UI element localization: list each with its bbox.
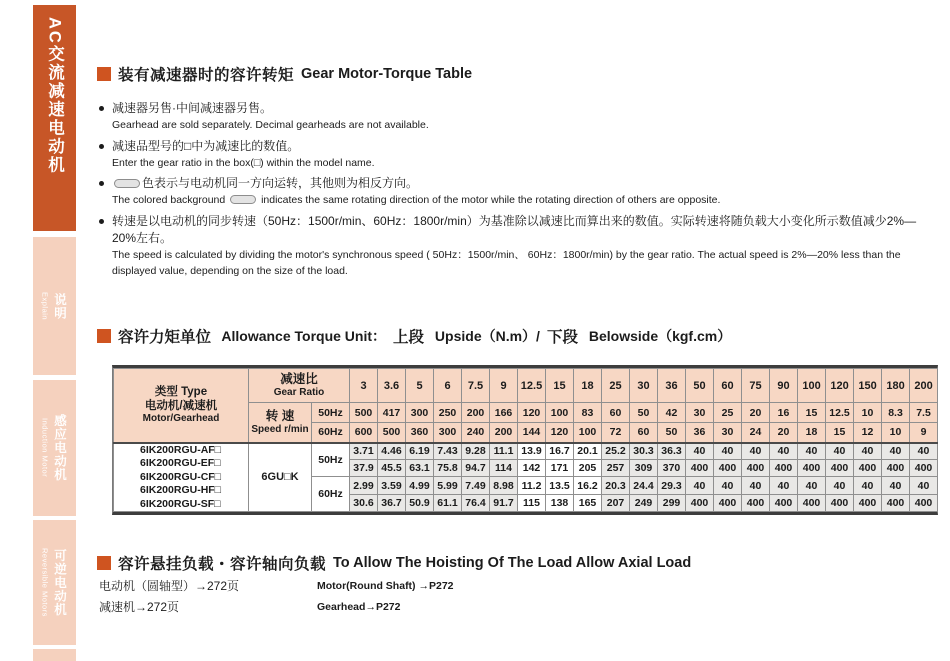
torque-kgfcm-cell-60hz: 400 xyxy=(686,495,714,512)
hoist-link-row xyxy=(99,596,454,617)
torque-kgfcm-cell-50hz: 94.7 xyxy=(462,460,490,477)
torque-nm-cell-50hz: 40 xyxy=(826,443,854,460)
torque-nm-cell-60hz: 11.2 xyxy=(518,477,546,495)
torque-nm-cell-60hz: 3.59 xyxy=(378,477,406,495)
speed-cell-60hz: 300 xyxy=(434,423,462,443)
speed-cell-50hz: 16 xyxy=(770,403,798,423)
gearhead-cell: 6GU□K xyxy=(249,443,312,512)
speed-cell-50hz: 120 xyxy=(518,403,546,423)
torque-kgfcm-cell-60hz: 249 xyxy=(630,495,658,512)
sidebar-tab-partial xyxy=(33,649,76,661)
torque-kgfcm-cell-50hz: 400 xyxy=(826,460,854,477)
torque-nm-cell-60hz: 2.99 xyxy=(350,477,378,495)
sidebar-tab-3 xyxy=(33,520,76,645)
speed-label-en: Speed r/min xyxy=(251,423,309,435)
bullet-dot-icon xyxy=(99,181,104,186)
speed-header-cell xyxy=(249,403,312,443)
torque-kgfcm-cell-50hz: 400 xyxy=(798,460,826,477)
speed-cell-50hz: 12.5 xyxy=(826,403,854,423)
torque-kgfcm-cell-50hz: 205 xyxy=(574,460,602,477)
torque-kgfcm-cell-60hz: 400 xyxy=(826,495,854,512)
torque-nm-cell-60hz: 40 xyxy=(882,477,910,495)
torque-kgfcm-cell-50hz: 400 xyxy=(742,460,770,477)
torque-kgfcm-cell-60hz: 400 xyxy=(882,495,910,512)
ratio-header-cell: 60 xyxy=(714,369,742,403)
section-title-hoist xyxy=(97,552,691,574)
ratio-header-cell: 180 xyxy=(882,369,910,403)
speed-cell-50hz: 15 xyxy=(798,403,826,423)
torque-nm-cell-50hz: 40 xyxy=(686,443,714,460)
speed-cell-60hz: 72 xyxy=(602,423,630,443)
speed-cell-60hz: 240 xyxy=(462,423,490,443)
torque-nm-cell-50hz: 13.9 xyxy=(518,443,546,460)
torque-kgfcm-cell-50hz: 114 xyxy=(490,460,518,477)
type-header-line: 电动机/减速机 xyxy=(144,400,218,413)
bullet-zh: 转速是以电动机的同步转速（50Hz：1500r/min、60Hz：1800r/min）为基准除以减速比而算出来的数值。实际转速将随负载大小变化所示数值减少2%—20%左右。 xyxy=(112,213,917,245)
torque-kgfcm-cell-60hz: 400 xyxy=(742,495,770,512)
torque-nm-cell-50hz: 4.46 xyxy=(378,443,406,460)
motor-models-cell xyxy=(114,443,249,512)
ratio-header-cell: 3 xyxy=(350,369,378,403)
speed-cell-50hz: 166 xyxy=(490,403,518,423)
torque-kgfcm-cell-60hz: 400 xyxy=(770,495,798,512)
speed-cell-60hz: 600 xyxy=(350,423,378,443)
torque-nm-cell-60hz: 40 xyxy=(798,477,826,495)
bullet-item xyxy=(99,138,923,172)
torque-nm-cell-50hz: 20.1 xyxy=(574,443,602,460)
torque-kgfcm-cell-50hz: 171 xyxy=(546,460,574,477)
bullet-dot-icon xyxy=(99,144,104,149)
orange-square-icon xyxy=(97,329,111,343)
ratio-header-cell: 150 xyxy=(854,369,882,403)
speed-cell-60hz: 120 xyxy=(546,423,574,443)
sidebar-product-family-label: AC交流减速电动机 xyxy=(45,17,64,175)
type-header-line: 类型 Type xyxy=(154,386,208,399)
sidebar-tab-label-en: Explain xyxy=(40,291,50,321)
speed-cell-50hz: 42 xyxy=(658,403,686,423)
section-title-torque-zh: 装有减速器时的容许转矩 xyxy=(118,67,295,84)
torque-nm-cell-60hz: 24.4 xyxy=(630,477,658,495)
ratio-header-cell: 7.5 xyxy=(462,369,490,403)
ratio-header-cell: 120 xyxy=(826,369,854,403)
torque-table-body xyxy=(114,443,938,512)
speed-cell-50hz: 83 xyxy=(574,403,602,423)
torque-kgfcm-cell-60hz: 400 xyxy=(798,495,826,512)
sidebar-product-family xyxy=(33,5,76,231)
speed-cell-50hz: 200 xyxy=(462,403,490,423)
torque-nm-cell-50hz: 36.3 xyxy=(658,443,686,460)
bullet-zh: 减速品型号的□中为减速比的数值。 xyxy=(112,138,300,153)
torque-kgfcm-cell-50hz: 63.1 xyxy=(406,460,434,477)
speed-cell-50hz: 8.3 xyxy=(882,403,910,423)
torque-kgfcm-cell-60hz: 207 xyxy=(602,495,630,512)
torque-nm-cell-50hz: 11.1 xyxy=(490,443,518,460)
speed-cell-60hz: 15 xyxy=(826,423,854,443)
torque-nm-cell-60hz: 7.49 xyxy=(462,477,490,495)
torque-kgfcm-cell-50hz: 37.9 xyxy=(350,460,378,477)
unit-title-part-zh-1: 容许力矩单位 xyxy=(118,329,212,346)
torque-nm-cell-50hz: 9.28 xyxy=(462,443,490,460)
torque-nm-cell-60hz: 20.3 xyxy=(602,477,630,495)
ratio-header-cell: 6 xyxy=(434,369,462,403)
sidebar-tab-label-zh: 说明 xyxy=(52,292,67,320)
bullet-en: Gearhead are sold separately. Decimal gearheads are not available. xyxy=(112,119,429,131)
torque-kgfcm-cell-50hz: 400 xyxy=(686,460,714,477)
speed-cell-60hz: 144 xyxy=(518,423,546,443)
section-title-hoist-zh: 容许悬挂负载・容许轴向负载 xyxy=(118,556,327,573)
torque-nm-cell-60hz: 40 xyxy=(686,477,714,495)
unit-title-part-zh-2: 上段 xyxy=(393,329,425,346)
ratio-header-cell: 25 xyxy=(602,369,630,403)
bullet-text xyxy=(112,138,375,172)
motor-model: 6IK200RGU-EF□ xyxy=(140,457,221,470)
torque-nm-cell-50hz: 40 xyxy=(882,443,910,460)
bullet-text xyxy=(112,175,720,209)
unit-title-part-en-2: Upside（N.m）/ xyxy=(431,328,540,344)
torque-kgfcm-cell-60hz: 30.6 xyxy=(350,495,378,512)
torque-kgfcm-cell-50hz: 400 xyxy=(770,460,798,477)
motor-model: 6IK200RGU-AF□ xyxy=(140,443,222,456)
torque-nm-cell-60hz: 40 xyxy=(910,477,938,495)
speed-cell-60hz: 60 xyxy=(630,423,658,443)
bullet-list xyxy=(99,100,923,284)
torque-kgfcm-cell-50hz: 75.8 xyxy=(434,460,462,477)
bullet-item xyxy=(99,213,923,280)
ratio-header-cell: 200 xyxy=(910,369,938,403)
hz-cell-60: 60Hz xyxy=(312,477,350,512)
type-header-cell xyxy=(114,369,249,443)
torque-table xyxy=(113,368,938,512)
hoist-links xyxy=(99,575,454,617)
sidebar-tab-label-en: Reversible Motors xyxy=(40,548,50,617)
hoist-link-row xyxy=(99,575,454,596)
torque-kgfcm-cell-50hz: 257 xyxy=(602,460,630,477)
torque-nm-cell-50hz: 3.71 xyxy=(350,443,378,460)
hz-cell-50: 50Hz xyxy=(312,443,350,477)
speed-cell-50hz: 250 xyxy=(434,403,462,423)
speed-cell-60hz: 30 xyxy=(714,423,742,443)
torque-kgfcm-cell-50hz: 142 xyxy=(518,460,546,477)
speed-cell-50hz: 25 xyxy=(714,403,742,423)
speed-cell-60hz: 24 xyxy=(742,423,770,443)
orange-square-icon xyxy=(97,556,111,570)
unit-title-part-en-1: Allowance Torque Unit： xyxy=(218,328,387,344)
torque-nm-cell-50hz: 40 xyxy=(770,443,798,460)
speed-cell-60hz: 10 xyxy=(882,423,910,443)
speed-cell-50hz: 500 xyxy=(350,403,378,423)
torque-nm-cell-50hz: 40 xyxy=(910,443,938,460)
gear-ratio-label-en: Gear Ratio xyxy=(273,387,325,398)
torque-kgfcm-cell-60hz: 138 xyxy=(546,495,574,512)
hz-header-60: 60Hz xyxy=(312,423,350,443)
orange-square-icon xyxy=(97,67,111,81)
torque-kgfcm-cell-60hz: 299 xyxy=(658,495,686,512)
torque-kgfcm-cell-60hz: 400 xyxy=(854,495,882,512)
speed-cell-60hz: 36 xyxy=(686,423,714,443)
torque-nm-cell-60hz: 40 xyxy=(714,477,742,495)
torque-kgfcm-cell-50hz: 400 xyxy=(910,460,938,477)
torque-nm-cell-50hz: 40 xyxy=(798,443,826,460)
section-title-torque-en: Gear Motor-Torque Table xyxy=(301,66,473,82)
bullet-en: Enter the gear ratio in the box(□) within the model name. xyxy=(112,156,375,169)
sidebar-tab-label-en: Induction Motor xyxy=(40,418,50,478)
speed-cell-60hz: 50 xyxy=(658,423,686,443)
ratio-header-cell: 75 xyxy=(742,369,770,403)
speed-cell-50hz: 20 xyxy=(742,403,770,423)
color-swatch-icon xyxy=(114,179,140,188)
torque-nm-cell-60hz: 40 xyxy=(826,477,854,495)
torque-nm-cell-50hz: 30.3 xyxy=(630,443,658,460)
motor-model: 6IK200RGU-CF□ xyxy=(140,470,222,483)
ratio-header-cell: 36 xyxy=(658,369,686,403)
motor-model: 6IK200RGU-HF□ xyxy=(140,484,222,497)
bullet-text xyxy=(112,100,429,134)
torque-kgfcm-cell-50hz: 45.5 xyxy=(378,460,406,477)
hoist-link-zh: 减速机→272页 xyxy=(99,600,180,614)
torque-kgfcm-cell-60hz: 91.7 xyxy=(490,495,518,512)
hz-header-50: 50Hz xyxy=(312,403,350,423)
speed-cell-50hz: 100 xyxy=(546,403,574,423)
unit-title-part-en-3: Belowside（kgf.cm） xyxy=(584,328,732,344)
speed-cell-50hz: 30 xyxy=(686,403,714,423)
section-title-unit xyxy=(97,325,731,347)
bullet-dot-icon xyxy=(99,106,104,111)
torque-kgfcm-cell-60hz: 36.7 xyxy=(378,495,406,512)
hoist-link-zh: 电动机（圆轴型）→272页 xyxy=(99,579,240,593)
speed-cell-60hz: 200 xyxy=(490,423,518,443)
header-row-ratio xyxy=(114,369,938,403)
bullet-text xyxy=(112,213,923,280)
section-title-torque xyxy=(97,63,472,85)
torque-nm-cell-60hz: 16.2 xyxy=(574,477,602,495)
speed-cell-60hz: 12 xyxy=(854,423,882,443)
gear-ratio-header xyxy=(249,369,350,403)
torque-kgfcm-cell-60hz: 50.9 xyxy=(406,495,434,512)
sidebar-tab-2 xyxy=(33,380,76,516)
speed-cell-50hz: 417 xyxy=(378,403,406,423)
ratio-header-cell: 5 xyxy=(406,369,434,403)
torque-nm-cell-60hz: 40 xyxy=(770,477,798,495)
torque-kgfcm-cell-60hz: 115 xyxy=(518,495,546,512)
body-row-50hz-nm xyxy=(114,443,938,460)
speed-cell-50hz: 300 xyxy=(406,403,434,423)
torque-nm-cell-60hz: 40 xyxy=(742,477,770,495)
speed-cell-50hz: 60 xyxy=(602,403,630,423)
bullet-en: The colored background indicates the same rotating direction of the motor while the rotating direction of others are opposite. xyxy=(112,194,721,206)
torque-nm-cell-50hz: 7.43 xyxy=(434,443,462,460)
speed-cell-50hz: 7.5 xyxy=(910,403,938,423)
torque-kgfcm-cell-60hz: 400 xyxy=(910,495,938,512)
torque-kgfcm-cell-60hz: 61.1 xyxy=(434,495,462,512)
torque-table-head xyxy=(114,369,938,443)
speed-cell-60hz: 360 xyxy=(406,423,434,443)
ratio-header-cell: 90 xyxy=(770,369,798,403)
torque-kgfcm-cell-50hz: 400 xyxy=(714,460,742,477)
color-swatch-icon xyxy=(230,195,256,204)
sidebar-tab-label-zh: 可逆电动机 xyxy=(52,548,67,617)
torque-nm-cell-60hz: 4.99 xyxy=(406,477,434,495)
torque-kgfcm-cell-60hz: 76.4 xyxy=(462,495,490,512)
ratio-header-cell: 15 xyxy=(546,369,574,403)
section-title-hoist-en: To Allow The Hoisting Of The Load Allow Axial Load xyxy=(333,555,692,571)
torque-nm-cell-50hz: 6.19 xyxy=(406,443,434,460)
unit-title-part-zh-3: 下段 xyxy=(546,329,578,346)
ratio-header-cell: 3.6 xyxy=(378,369,406,403)
speed-cell-50hz: 10 xyxy=(854,403,882,423)
torque-nm-cell-60hz: 40 xyxy=(854,477,882,495)
torque-kgfcm-cell-50hz: 400 xyxy=(854,460,882,477)
speed-label-zh: 转 速 xyxy=(265,408,295,423)
torque-nm-cell-50hz: 40 xyxy=(854,443,882,460)
speed-cell-60hz: 500 xyxy=(378,423,406,443)
bullet-en: The speed is calculated by dividing the motor's synchronous speed ( 50Hz：1500r/min、 60Hz：1800r/min) by the gear ratio. The actual speed is 2%—20% less than the displayed value, depending on the size of the load. xyxy=(112,248,901,277)
ratio-header-cell: 100 xyxy=(798,369,826,403)
speed-cell-50hz: 50 xyxy=(630,403,658,423)
torque-kgfcm-cell-60hz: 400 xyxy=(714,495,742,512)
sidebar-tab-label-zh: 感应电动机 xyxy=(52,414,67,482)
bullet-item xyxy=(99,175,923,209)
gear-ratio-label-zh: 减速比 xyxy=(280,372,318,386)
speed-cell-60hz: 100 xyxy=(574,423,602,443)
ratio-header-cell: 30 xyxy=(630,369,658,403)
torque-kgfcm-cell-50hz: 400 xyxy=(882,460,910,477)
type-header-line: Motor/Gearhead xyxy=(142,413,220,425)
speed-cell-60hz: 9 xyxy=(910,423,938,443)
bullet-zh: 减速器另售·中间减速器另售。 xyxy=(112,101,272,115)
bullet-item xyxy=(99,100,923,134)
torque-nm-cell-60hz: 5.99 xyxy=(434,477,462,495)
ratio-header-cell: 50 xyxy=(686,369,714,403)
torque-nm-cell-50hz: 40 xyxy=(742,443,770,460)
ratio-header-cell: 12.5 xyxy=(518,369,546,403)
sidebar-tab-1 xyxy=(33,237,76,375)
torque-table-wrap xyxy=(112,365,938,515)
torque-kgfcm-cell-50hz: 370 xyxy=(658,460,686,477)
speed-cell-60hz: 20 xyxy=(770,423,798,443)
torque-nm-cell-60hz: 8.98 xyxy=(490,477,518,495)
speed-cell-60hz: 18 xyxy=(798,423,826,443)
bullet-dot-icon xyxy=(99,219,104,224)
torque-nm-cell-50hz: 25.2 xyxy=(602,443,630,460)
ratio-header-cell: 9 xyxy=(490,369,518,403)
torque-nm-cell-60hz: 13.5 xyxy=(546,477,574,495)
ratio-header-cell: 18 xyxy=(574,369,602,403)
torque-nm-cell-50hz: 16.7 xyxy=(546,443,574,460)
hoist-link-en: Motor(Round Shaft) →P272 xyxy=(317,579,454,592)
torque-kgfcm-cell-60hz: 165 xyxy=(574,495,602,512)
torque-kgfcm-cell-50hz: 309 xyxy=(630,460,658,477)
torque-nm-cell-50hz: 40 xyxy=(714,443,742,460)
bullet-zh: 色表示与电动机同一方向运转，其他则为相反方向。 xyxy=(112,175,720,192)
motor-model: 6IK200RGU-SF□ xyxy=(140,497,221,510)
torque-nm-cell-60hz: 29.3 xyxy=(658,477,686,495)
hoist-link-en: Gearhead→P272 xyxy=(317,600,401,613)
